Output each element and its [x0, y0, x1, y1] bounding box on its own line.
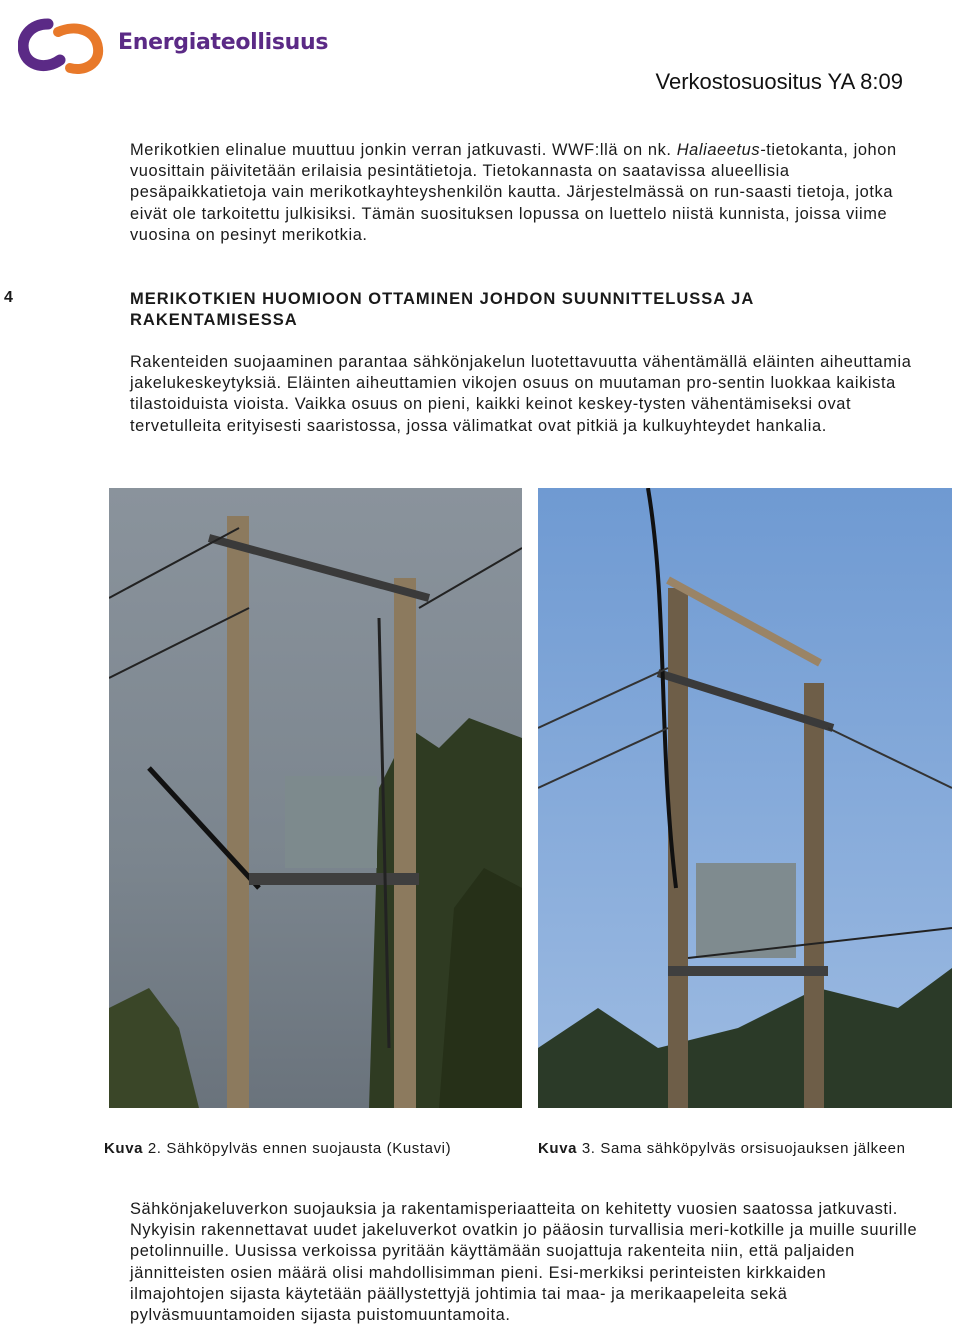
brand-name: Energiateollisuus: [118, 30, 329, 55]
intro-text-a: Merikotkien elinalue muuttuu jonkin verran jatkuvasti. WWF:llä on nk.: [130, 141, 677, 159]
section-heading: MERIKOTKIEN HUOMIOON OTTAMINEN JOHDON SUUNNITTELUSSA JA RAKENTAMISESSA: [130, 290, 754, 329]
caption-label: Kuva: [538, 1140, 578, 1157]
caption-label: Kuva: [104, 1140, 144, 1157]
photo-pole-after: [538, 488, 952, 1108]
company-logo: [18, 14, 329, 76]
caption-number: 3.: [577, 1140, 596, 1157]
caption-number: 2.: [143, 1140, 162, 1157]
logo-mark-icon: [18, 14, 118, 76]
intro-italic-term: Haliaeetus-: [676, 141, 767, 159]
photo-pole-before: [109, 488, 522, 1108]
intro-paragraph: [130, 140, 920, 246]
section-number: 4: [4, 289, 13, 306]
document-code: Verkostosuositus YA 8:09: [655, 69, 903, 94]
figure-caption-2: [104, 1140, 451, 1157]
body-paragraph-1: Rakenteiden suojaaminen parantaa sähkönjakelun luotettavuutta vähentämällä eläinten aiheuttamia jakelukeskeytyksiä. Eläinten aiheuttamien vikojen osuus on muutaman pro-sentin luokkaa kaikista tilastoiduista vioista. Vaikka osuus on pieni, kaikki keinot keskey-tysten vähentämiseksi ovat tervetulleita erityisesti saaristossa, jossa välimatkat ovat pitkiä ja kulkuyhteydet hankalia.: [130, 353, 912, 435]
figure-caption-3: [538, 1140, 906, 1157]
caption-text: Sähköpylväs ennen suojausta (Kustavi): [161, 1140, 452, 1157]
body-paragraph-2: Sähkönjakeluverkon suojauksia ja rakentamisperiaatteita on kehitetty vuosien saatossa jatkuvasti. Nykyisin rakennettavat uudet jakeluverkot ovatkin jo pääosin turvallisia meri-kotkille ja muille suurille petolinnuille. Uusissa verkoissa pyritään käyttämään suojattuja rakenteita niin, että paljaiden jännitteisten osien määrä olisi mahdollisimman pieni. Esi-merkiksi perinteisten kirkkaiden ilmajohtojen sijasta käytetään päällystettyjä johtimia tai maa- ja merikaapeleita sekä pylväsmuuntamoiden sijasta puistomuuntamoita.: [130, 1200, 918, 1325]
intro-text-b: tietokanta, johon vuosittain päivitetään erilaisia pesintätietoja. Tietokannasta on saatavissa alueellisia pesäpaikkatietoja vain merikotkayhteyshenkilön kautta. Järjestelmässä on run-saasti tietoja, jotka eivät ole tarkoitettu julkisiksi. Tämän suosituksen lopussa on luettelo niistä kunnista, joissa viime vuosina on pesinyt merikotkia.: [130, 141, 897, 244]
caption-text: Sama sähköpylväs orsisuojauksen jälkeen: [595, 1140, 906, 1157]
